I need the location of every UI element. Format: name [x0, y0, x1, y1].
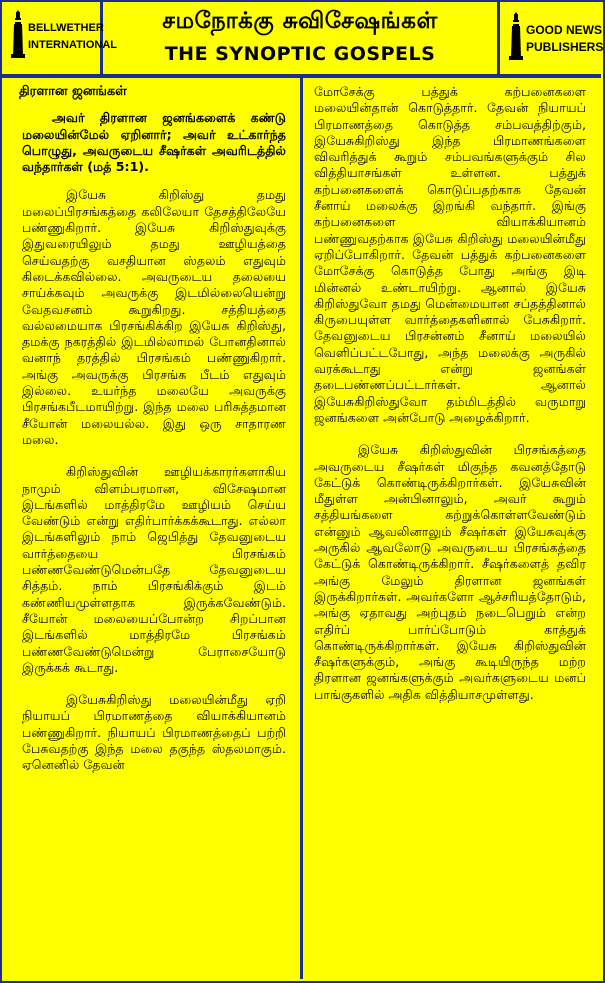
tower-icon — [10, 10, 26, 60]
good-news-logo-text — [526, 22, 603, 56]
bellwether-logo — [2, 2, 118, 74]
right-logo-line1: GOOD NEWS — [526, 23, 603, 37]
left-logo-line1: BELLWETHER — [28, 22, 104, 34]
tower-icon — [508, 12, 524, 62]
left-logo-line2: INTERNATIONAL — [28, 39, 118, 51]
right-column — [314, 84, 586, 719]
paragraph: மோசேக்கு பத்துக் கற்பனைகளை மலையின்தான் கொடுத்தார். தேவன் நியாயப் பிரமாணத்தை கொடுத்த சம்பவத்திற்கும், இயேசுகிறிஸ்து இந்த பிரமாணங்களை விவரித்துக் கூறும் சம்பவங்களுக்கும் சில வித்தியாசங்கள் உள்ளன. பத்துக் கற்பனைகளைக் கொடுப்பதற்காக தேவன் சீனாய் மலைக்கு இறங்கி வந்தார். இங்கு கற்பனைகளை வியாக்கியானம் பண்ணுவதற்காக இயேசு கிறிஸ்து மலையின்மீது ஏறிப்போகிறார். தேவன் பத்துக் கற்பனைகளை மோசேக்கு கொடுத்த போது அங்கு இடி மின்னல் உண்டாயிற்று. ஆனால் இயேசு கிறிஸ்துவோ தமது மென்மையான சப்தத்தினால் கிருபையுள்ள வார்த்தைகளினால் பேசுகிறார். தேவனுடைய பிரசன்னம் சீனாய் மலையில் வெளிப்பட்டபோது, அந்த மலைக்கு அருகில் வரக்கூடாது என்று ஜனங்கள் தடைபண்ணப்பட்டார்கள். ஆனால் இயேசுகிறிஸ்துவோ தம்மிடத்தில் வருமாறு ஜனங்களை அன்போடு அழைக்கிறார். — [314, 84, 586, 425]
paragraph: இயேசுகிறிஸ்து மலையின்மீது ஏறி நியாயப் பிரமாணத்தை வியாக்கியானம் பண்ணுகிறார். நியாயப் பிரமாணத்தைப் பற்றி பேசுவதற்கு இந்த மலை தகுந்த ஸ்தலமாகும். ஏனெனில் தேவன் — [22, 692, 286, 773]
page-title-english: THE SYNOPTIC GOSPELS — [164, 43, 436, 65]
left-column — [19, 84, 286, 790]
paragraph: இயேசு கிறிஸ்துவின் பிரசங்கத்தை அவருடைய சீஷர்கள் மிகுந்த கவனத்தோடு கேட்டுக் கொண்டிருக்கிறார்கள். இயேசுவின் மீதுள்ள அன்பினாலும், அவர் கூறும் சத்தியங்களை கற்றுக்கொள்ளவேண்டும் என்னும் ஆவலினாலும் சீஷர்கள் இயேசுவுக்கு அருகில் ஆவலோடு அவருடைய பிரசங்கத்தை கேட்டுக் கொண்டிருக்கிறார். சீஷர்களைத் தவிர அங்கு மேலும் திரளான ஜனங்கள் இருக்கிறார்கள். அவர்களோ ஆச்சரியத்தோடும், அங்கு ஏதாவது அற்புதம் நடைபெறும் என்ற எதிர்ப் பார்ப்போடும் காத்துக் கொண்டிருக்கிறார்கள். இயேசு கிறிஸ்துவின் சீஷர்களுக்கும், அங்கு கூடியிருந்த மற்ற திரளான ஜனங்களுக்கும் அவர்களுடைய மனப் பாங்குகளில் அதிக வித்தியாசமுள்ளது. — [314, 442, 586, 702]
page-title-tamil: சமநோக்கு சுவிசேஷங்கள் — [162, 8, 438, 34]
section-title: திரளான ஜனங்கள் — [19, 84, 127, 99]
paragraph: இயேசு கிறிஸ்து தமது மலைப்பிரசங்கத்தை கலிலேயா தேசத்திலேயே பண்ணுகிறார். இயேசு கிறிஸ்துவுக்கு இதுவரையிலும் தமது ஊழியத்தை செய்வதற்கு வசதியான ஸ்தலம் எதுவும் கிடைக்கவில்லை. அவருடைய தலையை சாய்க்கவும் அவருக்கு இடமில்லையென்று வேதவசனம் கூறுகிறது. சத்தியத்தை வல்லமையாக பிரசங்கிக்கிற இயேசு கிறிஸ்து, தமக்கு நகரத்தில் இடமில்லாமல் போனதினால் வனாந் தரத்தில் பிரசங்கம் பண்ணுகிறார். அங்கு அவருக்கு பிரசங்க பீடம் எதுவும் இல்லை. உயர்ந்த மலையே அவருக்கு பிரசங்கபீடமாயிற்று. இந்த மலை பரிசுத்தமான சீயோன் மலையல்ல. இது ஒரு சாதாரண மலை. — [22, 187, 286, 447]
column-divider — [300, 78, 303, 979]
intro-verse: அவர் திரளான ஜனங்களைக் கண்டு மலையின்மேல் ஏறினார்; அவர் உட்கார்ந்த பொழுது, அவருடைய சீஷர்கள் அவரிடத்தில் வந்தார்கள் (மத் 5:1). — [22, 110, 286, 175]
page-header — [103, 2, 500, 74]
good-news-logo — [500, 2, 604, 74]
paragraph: கிறிஸ்துவின் ஊழியக்காரர்களாகிய நாமும் விளம்பரமான, விசேஷமான இடங்களில் மாத்திரமே ஊழியம் செய்ய வேண்டும் என்று எதிர்பார்க்கக்கூடாது. எல்லா இடங்களிலும் நாம் ஜெபித்து தேவனுடைய வார்த்தையை பிரசங்கம் பண்ணவேண்டுமென்பதே தேவனுடைய சித்தம். நாம் பிரசங்கிக்கும் இடம் கண்ணியமுள்ளதாக இருக்கவேண்டும். சீயோன் மலையைப்போன்ற சிறப்பான இடங்களில் மாத்திரமே பிரசங்கம் பண்ணவேண்டுமென்று பேராசையோடு இருக்கக் கூடாது. — [22, 464, 286, 675]
right-logo-line2: PUBLISHERS — [526, 40, 604, 54]
